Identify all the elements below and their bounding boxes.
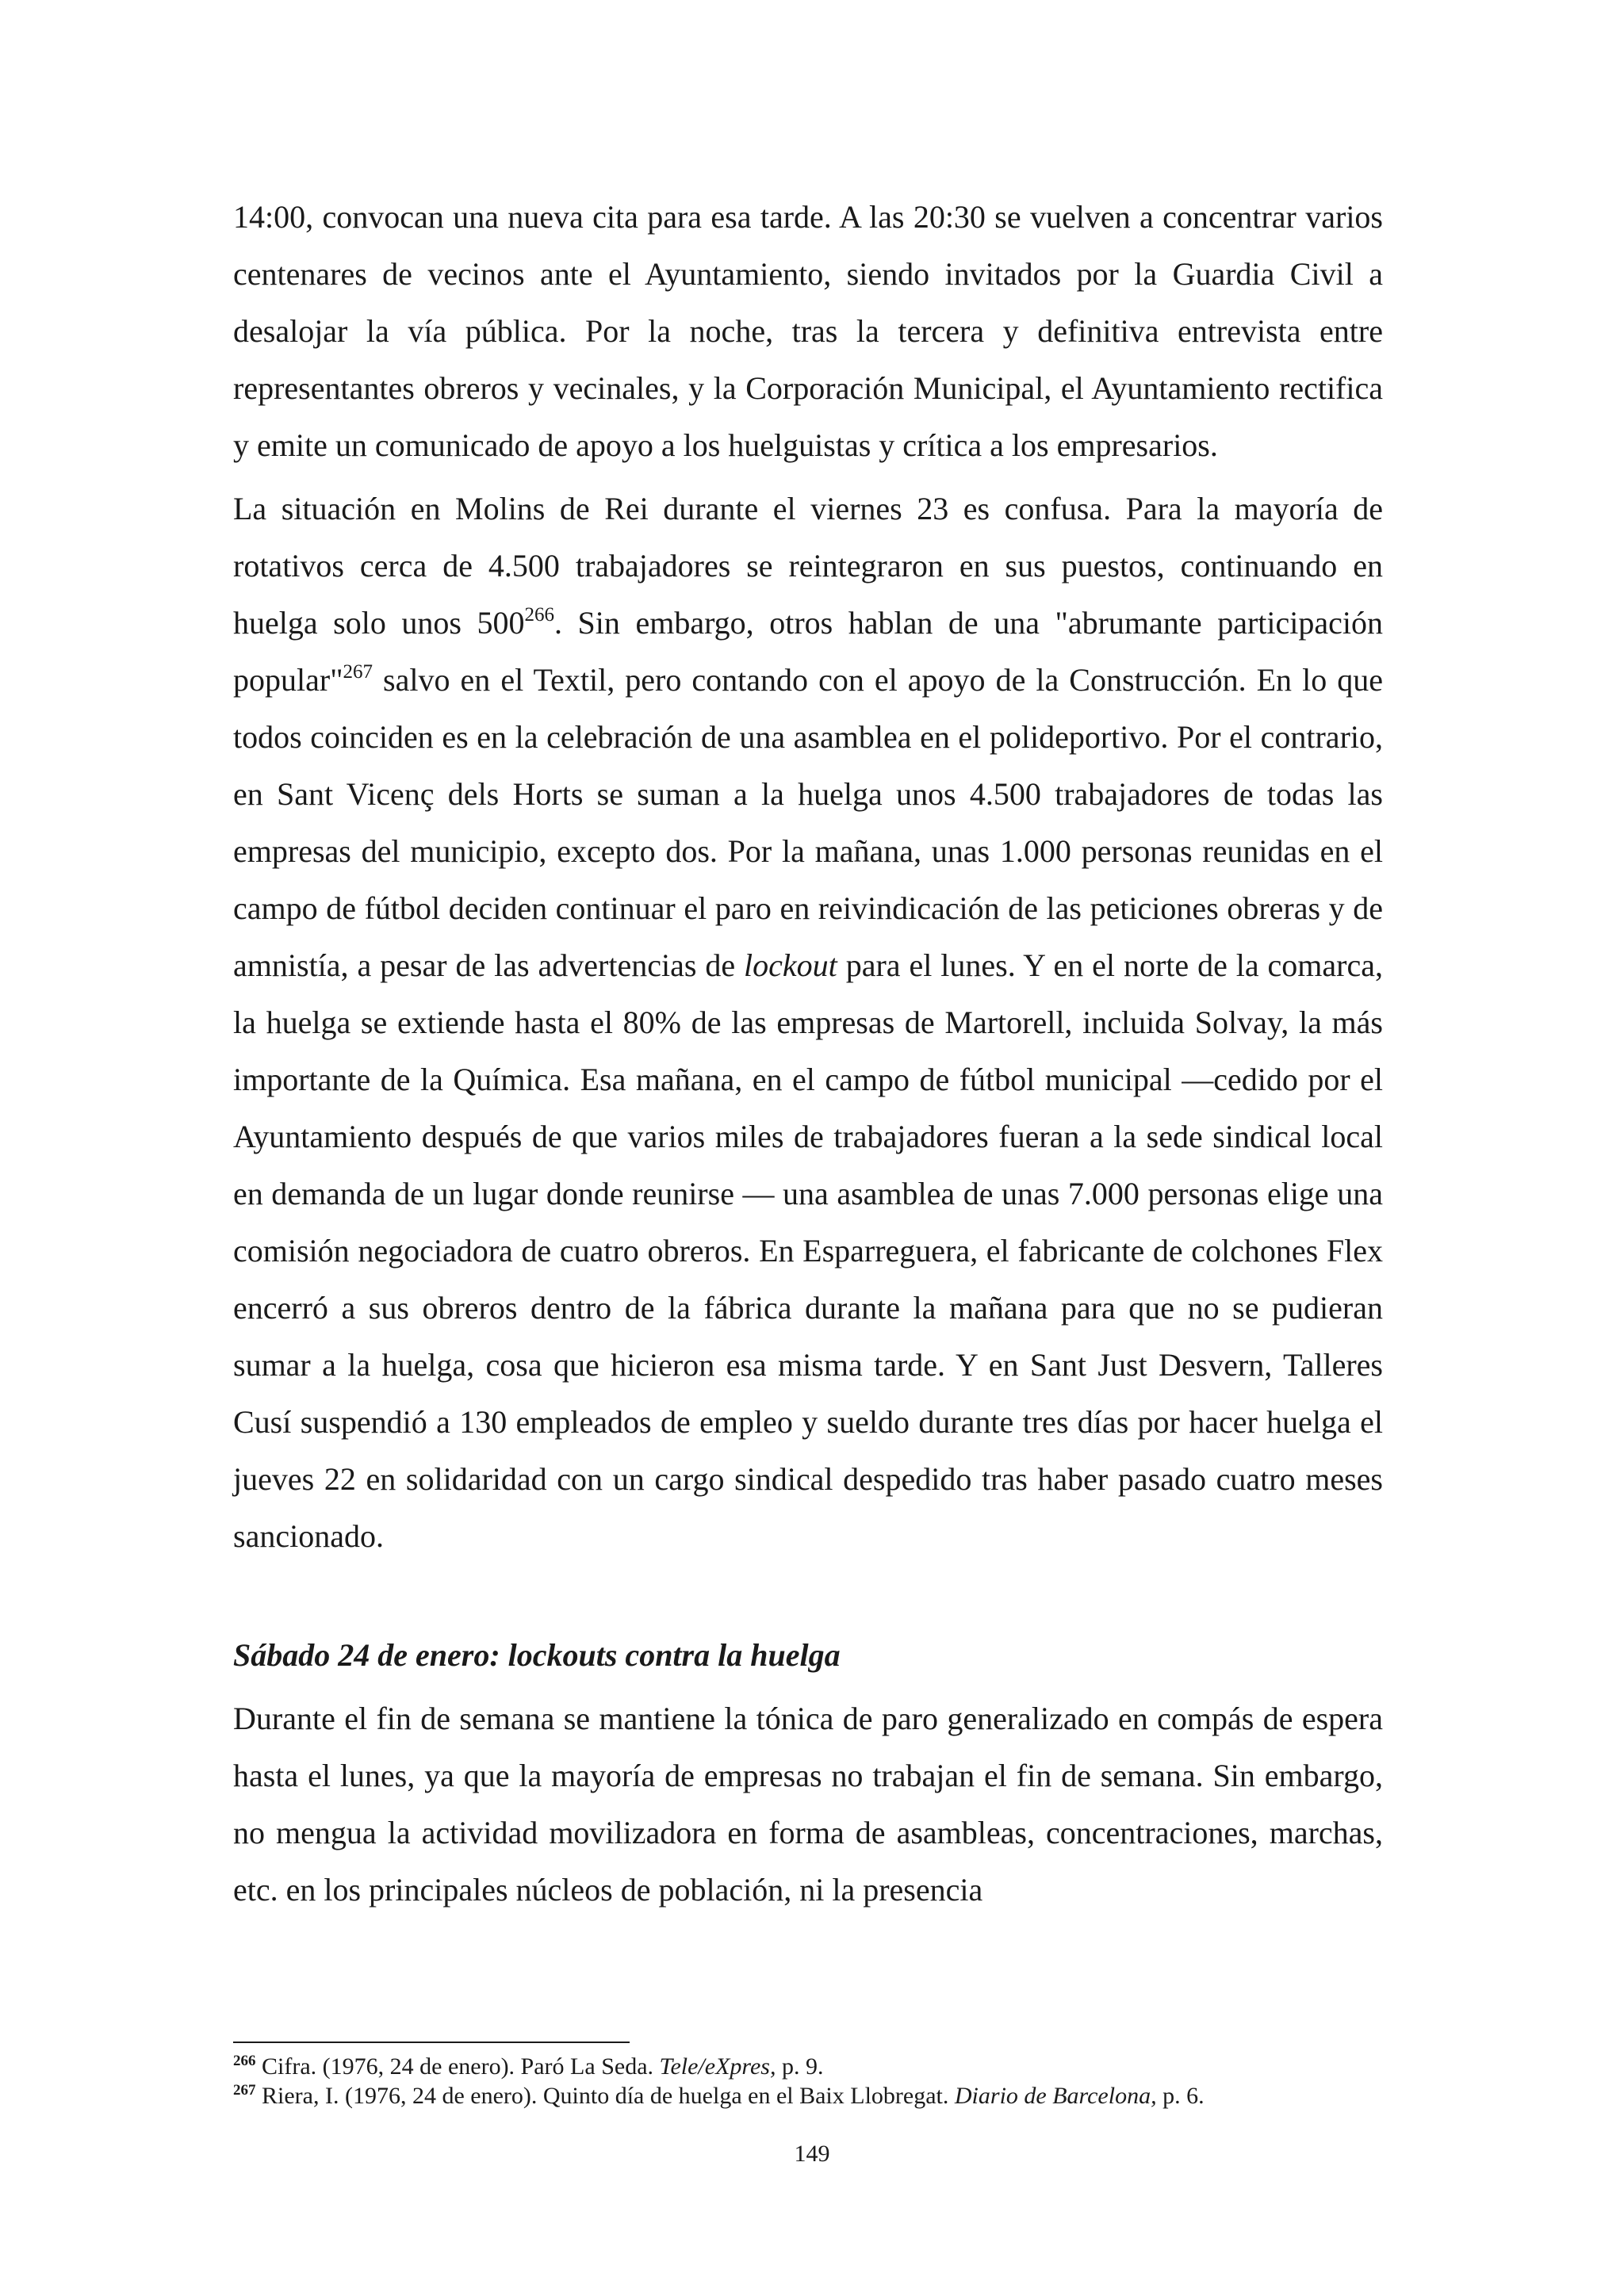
footnote-page: p. 9. [776,2053,824,2080]
footnote-text: Riera, I. (1976, 24 de enero). Quinto día de huelga en el Baix Llobregat. [255,2083,955,2109]
paragraph-2-part-4: para el lunes. Y en el norte de la comarca, la huelga se extiende hasta el 80% de las empresas de Martorell, incluida Solvay, la más importante de la Química. Esa mañana, en el campo de fútbol municipal —cedido por el Ayuntamiento después de que varios miles de trabajadores fueran a la sede sindical local en demanda de un lugar donde reunirse — una asamblea de unas 7.000 personas elige una comisión negociadora de cuatro obreros. En Esparreguera, el fabricante de colchones Flex encerró a sus obreros dentro de la fábrica durante la mañana para que no se pudieran sumar a la huelga, cosa que hicieron esa misma tarde. Y en Sant Just Desvern, Talleres Cusí suspendió a 130 empleados de empleo y sueldo durante tres días por hacer huelga el jueves 22 en solidaridad con un cargo sindical despedido tras haber pasado cuatro meses sancionado. [233,947,1384,1554]
italic-term-lockout: lockout [744,947,837,983]
footnote-source: Tele/eXpres, [659,2053,776,2080]
footnote-267 [233,2081,1383,2110]
paragraph-3: Durante el fin de semana se mantiene la tónica de paro generalizado en compás de espera hasta el lunes, ya que la mayoría de empresas no trabajan el fin de semana. Sin embargo, no mengua la actividad movilizadora en forma de asambleas, concentraciones, marchas, etc. en los principales núcleos de población, ni la presencia [233,1701,1383,1908]
footnote-266 [233,2052,1383,2081]
page-body [233,189,1383,1925]
paragraph-2-part-2: . Sin embargo, otros hablan de una "abrumante participación popular" [233,605,1383,698]
paragraph-2 [233,480,1383,1565]
paragraph-2-part-1: La situación en Molins de Rei durante el viernes 23 es confusa. Para la mayoría de rotativos cerca de 4.500 trabajadores se reintegraron en sus puestos, continuando en huelga solo unos 500 [233,491,1383,641]
footnote-page: p. 6. [1156,2083,1205,2109]
footnote-text: Cifra. (1976, 24 de enero). Paró La Seda. [255,2053,660,2080]
section-heading: Sábado 24 de enero: lockouts contra la huelga [233,1637,841,1673]
footnotes [233,2052,1383,2110]
page-number: 149 [794,2141,830,2167]
footnote-number: 267 [233,2082,256,2099]
paragraph-2-part-3: salvo en el Textil, pero contando con el apoyo de la Construcción. En lo que todos coinciden es en la celebración de una asamblea en el polideportivo. Por el contrario, en Sant Vicenç dels Horts se suman a la huelga unos 4.500 trabajadores de todas las empresas del municipio, excepto dos. Por la mañana, unas 1.000 personas reunidas en el campo de fútbol deciden continuar el paro en reivindicación de las peticiones obreras y de amnistía, a pesar de las advertencias de [233,662,1383,983]
footnote-separator [233,2042,630,2043]
footnote-ref-266[interactable]: 266 [524,604,554,626]
footnote-number: 266 [233,2053,256,2069]
footnote-source: Diario de Barcelona, [954,2083,1157,2109]
paragraph-1: 14:00, convocan una nueva cita para esa tarde. A las 20:30 se vuelven a concentrar varios centenares de vecinos ante el Ayuntamiento, siendo invitados por la Guardia Civil a desalojar la vía pública. Por la noche, tras la tercera y definitiva entrevista entre representantes obreros y vecinales, y la Corporación Municipal, el Ayuntamiento rectifica y emite un comunicado de apoyo a los huelguistas y crítica a los empresarios. [233,199,1383,463]
footnote-ref-267[interactable]: 267 [343,661,373,683]
